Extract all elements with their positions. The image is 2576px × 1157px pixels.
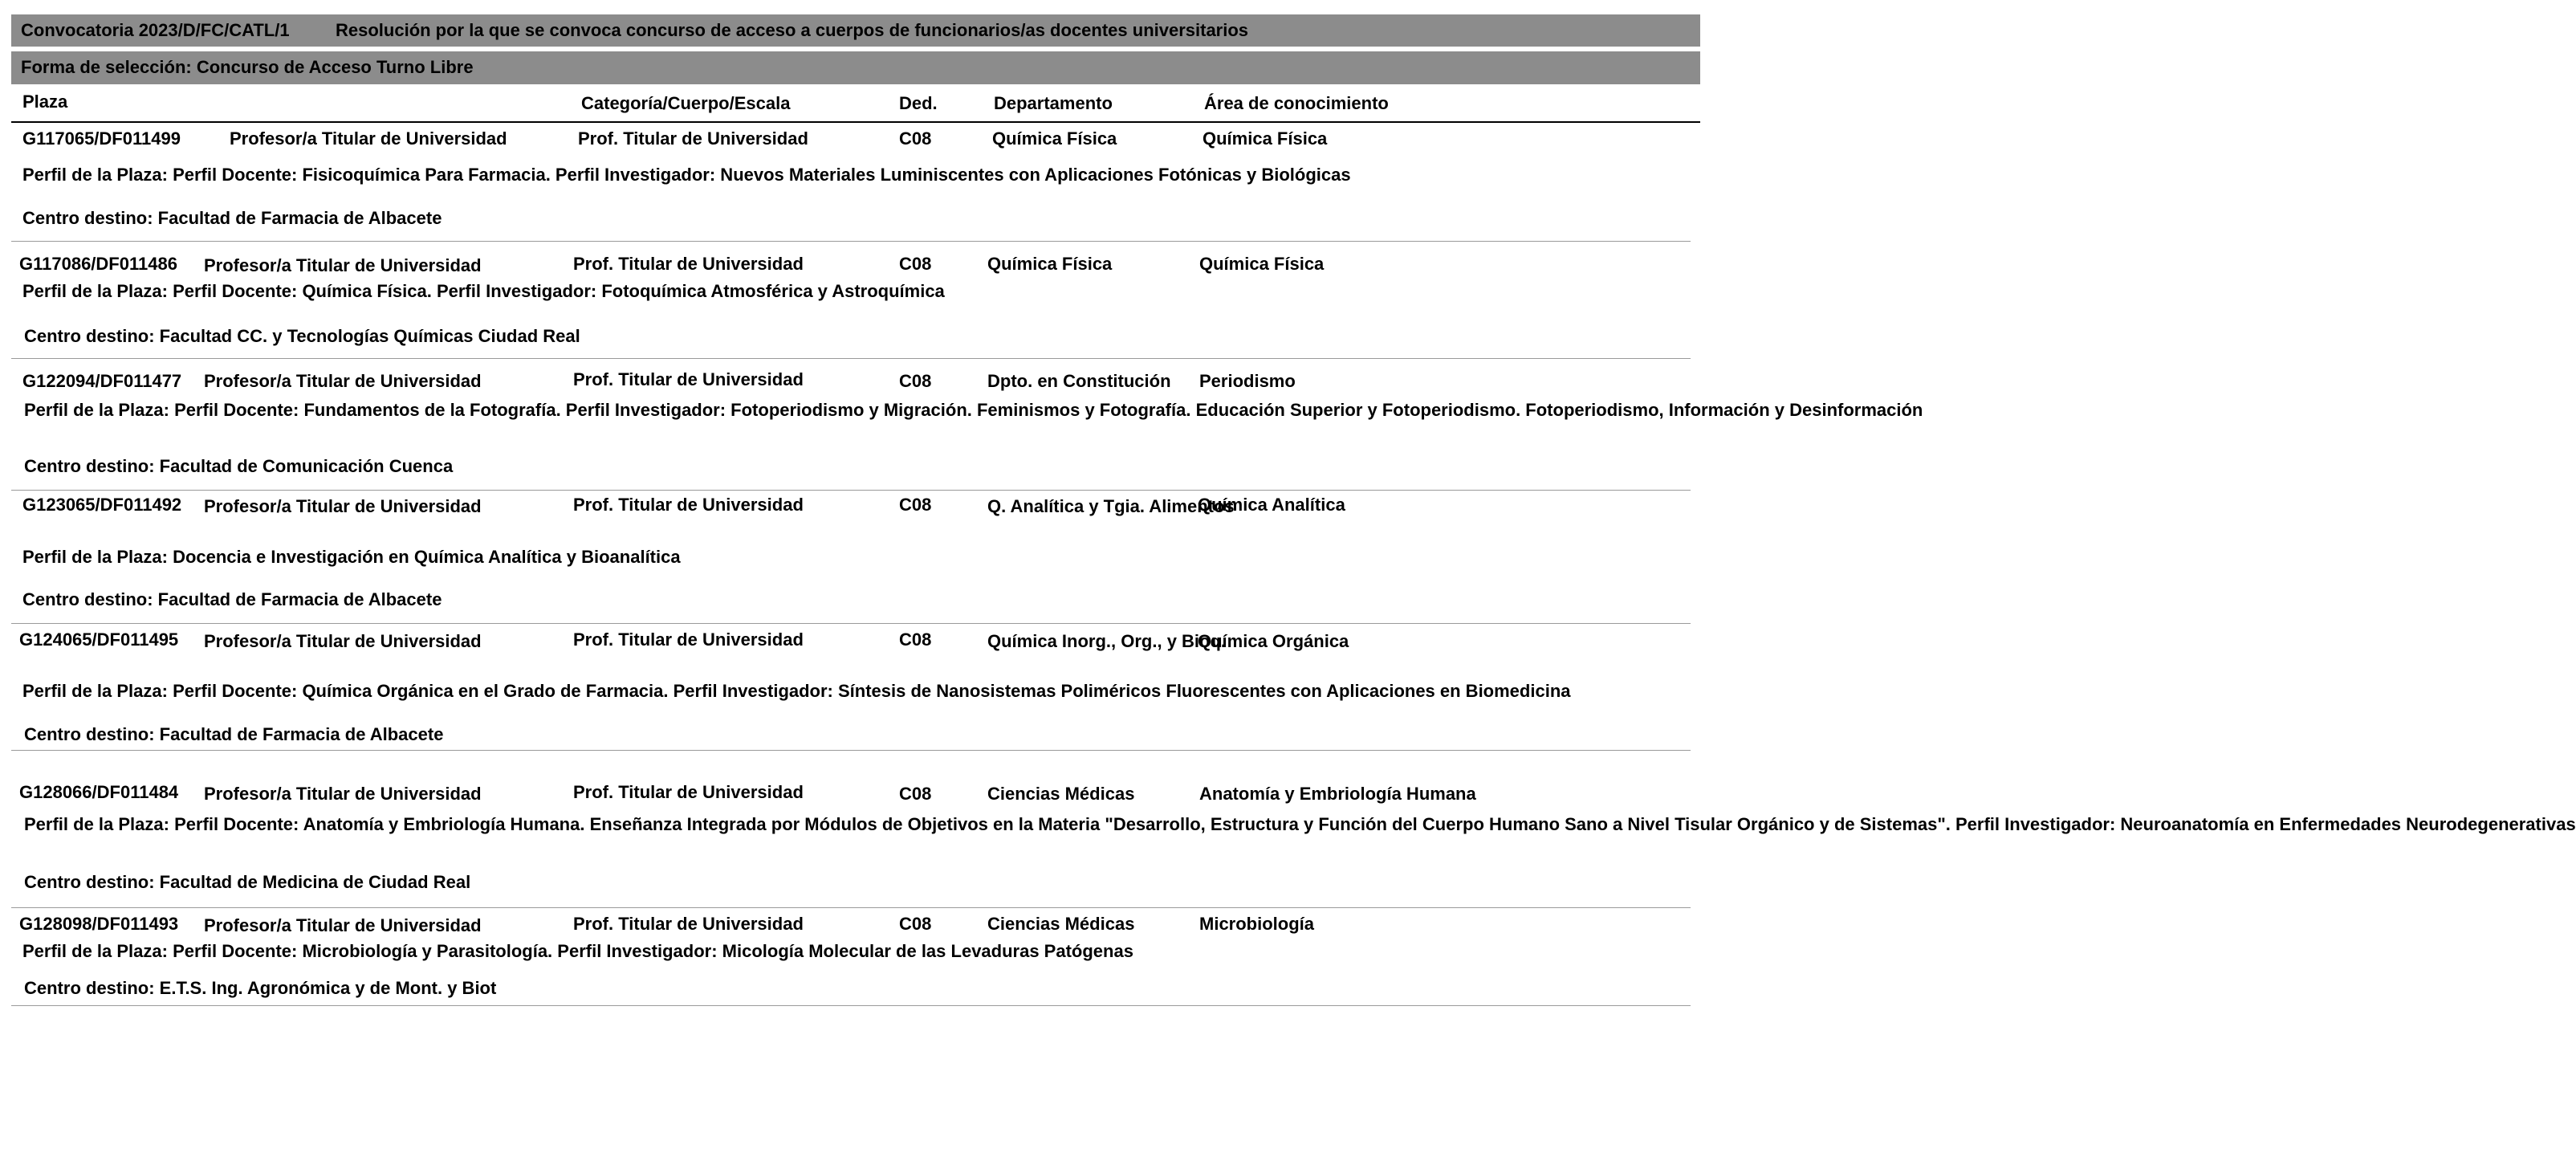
plaza-dedicacion: C08 <box>899 371 932 391</box>
plaza-cuerpo: Profesor/a Titular de Universidad <box>204 784 482 804</box>
plaza-code: G128098/DF011493 <box>19 914 179 934</box>
plaza-departamento: Dpto. en Constitución <box>987 371 1171 391</box>
plaza-area: Anatomía y Embriología Humana <box>1199 784 1476 804</box>
column-header-row <box>0 0 1707 125</box>
plaza-centro-destino: Centro destino: Facultad de Farmacia de Albacete <box>22 208 442 228</box>
plaza-perfil: Perfil de la Plaza: Perfil Docente: Anatomía y Embriología Humana. Enseñanza Integrada por Módulos de Objetivos en la Materia "Desarrollo, Estructura y Función del Cuerpo Humano Sano a Nivel Tisular Orgánico y de Sistemas". Perfil Investigador: Neuroanatomía en Enfermedades Neurodegenerativas <box>24 814 2576 834</box>
selection-mode: Forma de selección: Concurso de Acceso Turno Libre <box>21 57 474 77</box>
plaza-dedicacion: C08 <box>899 629 932 650</box>
plaza-centro-destino: Centro destino: Facultad de Comunicación Cuenca <box>24 456 454 476</box>
record-divider <box>11 358 1691 359</box>
plaza-perfil: Perfil de la Plaza: Perfil Docente: Química Física. Perfil Investigador: Fotoquímica Atmosférica y Astroquímica <box>22 281 945 301</box>
record-divider <box>11 907 1691 908</box>
col-header-ded: Ded. <box>899 93 938 113</box>
plaza-categoria: Prof. Titular de Universidad <box>578 128 808 149</box>
plaza-code: G117086/DF011486 <box>19 254 177 274</box>
plaza-dedicacion: C08 <box>899 495 932 515</box>
col-header-area: Área de conocimiento <box>1204 93 1389 113</box>
plaza-centro-destino: Centro destino: Facultad de Farmacia de Albacete <box>22 589 442 609</box>
plaza-code: G117065/DF011499 <box>22 128 181 149</box>
plaza-code: G123065/DF011492 <box>22 495 182 515</box>
plaza-area: Periodismo <box>1199 371 1296 391</box>
plaza-categoria: Prof. Titular de Universidad <box>573 782 804 802</box>
convocatoria-code: Convocatoria 2023/D/FC/CATL/1 <box>21 20 290 40</box>
plaza-departamento: Ciencias Médicas <box>987 784 1135 804</box>
plaza-cuerpo: Profesor/a Titular de Universidad <box>204 255 482 275</box>
plaza-centro-destino: Centro destino: Facultad de Farmacia de Albacete <box>24 724 444 744</box>
plaza-area: Microbiología <box>1199 914 1314 934</box>
header-divider <box>11 121 1700 123</box>
plaza-categoria: Prof. Titular de Universidad <box>573 254 804 274</box>
plaza-dedicacion: C08 <box>899 784 932 804</box>
plaza-dedicacion: C08 <box>899 254 932 274</box>
plaza-perfil: Perfil de la Plaza: Docencia e Investigación en Química Analítica y Bioanalítica <box>22 547 681 567</box>
col-header-categoria: Categoría/Cuerpo/Escala <box>581 93 791 113</box>
plaza-cuerpo: Profesor/a Titular de Universidad <box>204 915 482 935</box>
record-divider <box>11 623 1691 624</box>
plaza-departamento: Ciencias Médicas <box>987 914 1135 934</box>
plaza-perfil: Perfil de la Plaza: Perfil Docente: Fundamentos de la Fotografía. Perfil Investigador: Fotoperiodismo y Migración. Feminismos y Fotografía. Educación Superior y Fotoperiodismo. Fotoperiodismo, Información y Desinformación <box>24 400 1923 420</box>
plaza-perfil: Perfil de la Plaza: Perfil Docente: Química Orgánica en el Grado de Farmacia. Perfil Investigador: Síntesis de Nanosistemas Poliméricos Fluorescentes con Aplicaciones en Biomedicina <box>22 681 1571 701</box>
plaza-departamento: Química Inorg., Org., y Bioq. <box>987 631 1227 651</box>
plaza-area: Química Orgánica <box>1198 631 1349 651</box>
plaza-dedicacion: C08 <box>899 128 932 149</box>
plaza-area: Química Analítica <box>1198 495 1345 515</box>
plaza-cuerpo: Profesor/a Titular de Universidad <box>204 371 482 391</box>
plaza-code: G124065/DF011495 <box>19 629 179 650</box>
record-divider <box>11 750 1691 751</box>
plaza-code: G128066/DF011484 <box>19 782 179 802</box>
plaza-dedicacion: C08 <box>899 914 932 934</box>
convocatoria-description: Resolución por la que se convoca concurso de acceso a cuerpos de funcionarios/as docentes universitarios <box>336 20 1249 40</box>
record-divider <box>11 241 1691 242</box>
plaza-cuerpo: Profesor/a Titular de Universidad <box>204 631 482 651</box>
plaza-departamento: Q. Analítica y Tgia. Alimentos <box>987 496 1235 516</box>
plaza-centro-destino: Centro destino: Facultad CC. y Tecnologías Químicas Ciudad Real <box>24 326 580 346</box>
plaza-categoria: Prof. Titular de Universidad <box>573 495 804 515</box>
plaza-cuerpo: Profesor/a Titular de Universidad <box>230 128 507 149</box>
record-divider <box>11 1005 1691 1006</box>
plaza-area: Química Física <box>1203 128 1328 149</box>
plaza-departamento: Química Física <box>987 254 1113 274</box>
plaza-departamento: Química Física <box>992 128 1117 149</box>
plaza-code: G122094/DF011477 <box>22 371 182 391</box>
col-header-plaza: Plaza <box>22 92 68 112</box>
plaza-area: Química Física <box>1199 254 1325 274</box>
plaza-perfil: Perfil de la Plaza: Perfil Docente: Fisicoquímica Para Farmacia. Perfil Investigador: Nuevos Materiales Luminiscentes con Aplicaciones Fotónicas y Biológicas <box>22 165 1351 185</box>
record-divider <box>11 490 1691 491</box>
plaza-centro-destino: Centro destino: E.T.S. Ing. Agronómica y de Mont. y Biot <box>24 978 497 998</box>
plaza-categoria: Prof. Titular de Universidad <box>573 629 804 650</box>
plaza-cuerpo: Profesor/a Titular de Universidad <box>204 496 482 516</box>
plaza-categoria: Prof. Titular de Universidad <box>573 914 804 934</box>
plaza-centro-destino: Centro destino: Facultad de Medicina de Ciudad Real <box>24 872 471 892</box>
col-header-departamento: Departamento <box>994 93 1113 113</box>
plaza-categoria: Prof. Titular de Universidad <box>573 369 804 389</box>
plaza-perfil: Perfil de la Plaza: Perfil Docente: Microbiología y Parasitología. Perfil Investigador: Micología Molecular de las Levaduras Patógenas <box>22 941 1133 961</box>
